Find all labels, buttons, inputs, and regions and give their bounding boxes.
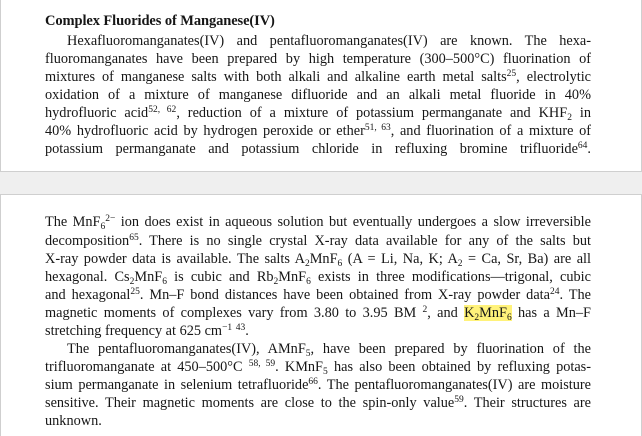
paragraph-line: The pentafluoromanganates(IV), AMnF$_5$, have been prepared by fluorination of the — [67, 341, 591, 359]
paragraph-line: unknown. — [45, 413, 102, 429]
paragraph-line: potassium permanganate and potassium chloride in refluxing bromine trifluoride$^{64}$. — [45, 141, 591, 157]
bottom-text-panel — [0, 194, 642, 436]
paragraph-line: and hexagonal$^{25}$. Mn–F bond distances have been obtained from X-ray powder data$^{24}$. The — [45, 287, 592, 303]
paragraph-line: magnetic moments of complexes vary from 3.80 to 3.95 BM $^2$, and $K_2MnF_6$ has a Mn–F — [45, 305, 591, 323]
paragraph-line: sium permanganate in selenium tetrafluoride$^{66}$. The pentafluoromanganates(IV) are moisture — [45, 377, 591, 393]
paragraph-line: hexagonal. $Cs_2MnF_6$ is cubic and $Rb_2MnF_6$ exists in three modifications—trigonal, cubic — [45, 269, 592, 287]
paragraph-line: trifluoromanganate at 450–500°C $^{58, 59}$. KMnF$_5$ has also been obtained by refluxing potas- — [45, 359, 592, 377]
paragraph-line: oxidation of a mixture of manganese difluoride and an alkali metal fluoride in 40% — [45, 87, 591, 103]
paragraph-line: hydrofluoric acid$^{52, 62}$, reduction of a mixture of potassium permanganate and $KHF_2$ in — [45, 105, 591, 123]
section-heading: Complex Fluorides of Manganese(IV) — [45, 13, 275, 29]
paragraph-line: stretching frequency at 625 $cm^{-1}$ $^{43}$. — [45, 323, 249, 339]
highlighted-term: $K_2MnF_6$ — [464, 305, 512, 323]
paragraph-line: mixtures of manganese salts with both alkali and alkaline earth metal salts$^{25}$, electrolytic — [45, 69, 592, 85]
paragraph-line: fluoromanganates have been prepared by high temperature (300–500°C) fluorination of — [45, 51, 591, 67]
paragraph-line: 40% hydrofluoric acid by hydrogen peroxide or ether$^{51, 63}$, and fluorination of a mixture of — [45, 123, 592, 139]
page-gap — [0, 172, 642, 194]
paragraph-line: X-ray powder data is available. The salts $A_2MnF_6$ (A = Li, Na, K; $A_2 = Ca$, Sr, Ba) are all — [45, 251, 591, 269]
paragraph-line: sensitive. Their magnetic moments are close to the spin-only value$^{59}$. Their structures are — [45, 395, 591, 411]
paragraph-line: decomposition$^{65}$. There is no single crystal X-ray data available for any of the salts but — [45, 233, 591, 249]
top-text-panel — [0, 0, 642, 172]
paragraph-line: The MnF$_6^{2-}$ ion does exist in aqueous solution but eventually undergoes a slow irreversible — [45, 214, 591, 232]
paragraph-line: Hexafluoromanganates(IV) and pentafluoromanganates(IV) are known. The hexa- — [67, 33, 591, 49]
